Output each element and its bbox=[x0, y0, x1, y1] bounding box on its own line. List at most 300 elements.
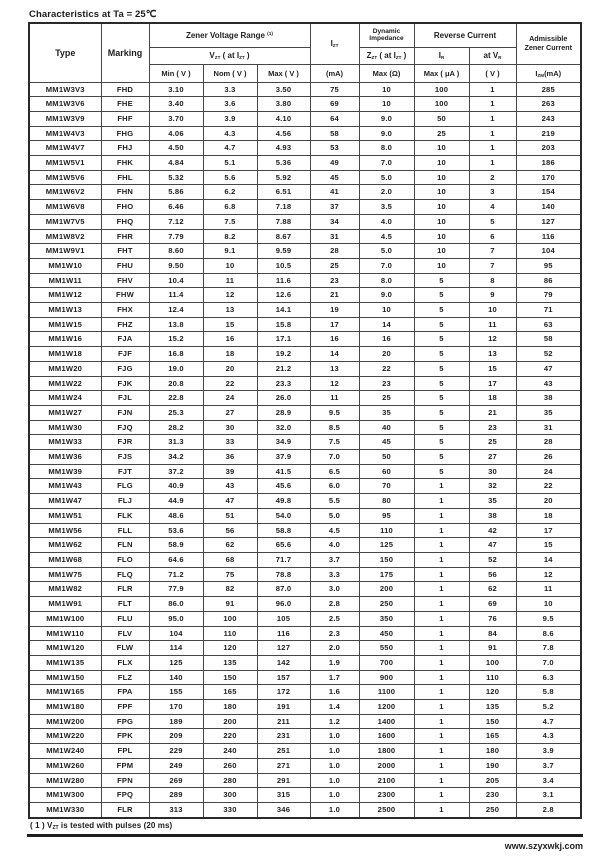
cell-ir-max-ua: 1 bbox=[414, 479, 469, 494]
cell-max-v: 4.93 bbox=[257, 141, 310, 156]
table-row bbox=[29, 523, 581, 538]
cell-type: MM1W260 bbox=[29, 758, 101, 773]
cell-izt-ma: 41 bbox=[310, 185, 359, 200]
cell-marking: FHE bbox=[101, 97, 149, 112]
cell-izm-ma: 4.7 bbox=[516, 714, 581, 729]
cell-ir-max-ua: 1 bbox=[414, 788, 469, 803]
table-row bbox=[29, 494, 581, 509]
zvr-note-superscript: (1) bbox=[267, 31, 274, 37]
cell-izt-ma: 1.0 bbox=[310, 744, 359, 759]
cell-marking: FLR bbox=[101, 582, 149, 597]
table-row bbox=[29, 111, 581, 126]
cell-marking: FPF bbox=[101, 700, 149, 715]
cell-zzt-max-ohm: 1100 bbox=[359, 685, 414, 700]
cell-ir-max-ua: 1 bbox=[414, 567, 469, 582]
vr-symbol: at V bbox=[483, 51, 499, 60]
zvr-label: Zener Voltage Range bbox=[185, 30, 268, 40]
col-header-zzt bbox=[359, 47, 414, 64]
cell-izt-ma: 2.0 bbox=[310, 641, 359, 656]
cell-at-vr-v: 91 bbox=[469, 641, 516, 656]
cell-nom-v: 330 bbox=[203, 802, 257, 817]
cell-ir-max-ua: 5 bbox=[414, 288, 469, 303]
table-row bbox=[29, 802, 581, 817]
cell-at-vr-v: 190 bbox=[469, 758, 516, 773]
cell-zzt-max-ohm: 40 bbox=[359, 420, 414, 435]
cell-marking: FLX bbox=[101, 655, 149, 670]
cell-zzt-max-ohm: 9.0 bbox=[359, 111, 414, 126]
cell-at-vr-v: 250 bbox=[469, 802, 516, 817]
cell-max-v: 157 bbox=[257, 670, 310, 685]
cell-max-v: 37.9 bbox=[257, 450, 310, 465]
cell-min-v: 4.84 bbox=[149, 156, 203, 171]
cell-max-v: 87.0 bbox=[257, 582, 310, 597]
cell-max-v: 5.36 bbox=[257, 156, 310, 171]
cell-marking: FHU bbox=[101, 258, 149, 273]
cell-min-v: 95.0 bbox=[149, 611, 203, 626]
cell-marking: FJL bbox=[101, 391, 149, 406]
cell-nom-v: 51 bbox=[203, 508, 257, 523]
cell-zzt-max-ohm: 1200 bbox=[359, 700, 414, 715]
cell-zzt-max-ohm: 8.0 bbox=[359, 141, 414, 156]
cell-nom-v: 33 bbox=[203, 435, 257, 450]
cell-marking: FLZ bbox=[101, 670, 149, 685]
cell-izm-ma: 63 bbox=[516, 317, 581, 332]
cell-max-v: 5.92 bbox=[257, 170, 310, 185]
cell-min-v: 86.0 bbox=[149, 597, 203, 612]
cell-type: MM1W135 bbox=[29, 655, 101, 670]
cell-zzt-max-ohm: 22 bbox=[359, 361, 414, 376]
cell-max-v: 7.88 bbox=[257, 214, 310, 229]
cell-izm-ma: 3.9 bbox=[516, 744, 581, 759]
cell-nom-v: 8.2 bbox=[203, 229, 257, 244]
cell-marking: FJN bbox=[101, 405, 149, 420]
cell-nom-v: 62 bbox=[203, 538, 257, 553]
cell-ir-max-ua: 1 bbox=[414, 670, 469, 685]
cell-izm-ma: 22 bbox=[516, 479, 581, 494]
cell-type: MM1W36 bbox=[29, 450, 101, 465]
table-row bbox=[29, 597, 581, 612]
cell-max-v: 315 bbox=[257, 788, 310, 803]
cell-type: MM1W30 bbox=[29, 420, 101, 435]
table-row bbox=[29, 361, 581, 376]
cell-izm-ma: 263 bbox=[516, 97, 581, 112]
table-row bbox=[29, 156, 581, 171]
cell-izm-ma: 79 bbox=[516, 288, 581, 303]
cell-marking: FJK bbox=[101, 376, 149, 391]
cell-min-v: 34.2 bbox=[149, 450, 203, 465]
cell-min-v: 3.10 bbox=[149, 82, 203, 97]
cell-max-v: 96.0 bbox=[257, 597, 310, 612]
table-row bbox=[29, 82, 581, 97]
cell-nom-v: 13 bbox=[203, 303, 257, 318]
cell-max-v: 346 bbox=[257, 802, 310, 817]
cell-type: MM1W18 bbox=[29, 347, 101, 362]
cell-izt-ma: 9.5 bbox=[310, 405, 359, 420]
cell-ir-max-ua: 1 bbox=[414, 553, 469, 568]
cell-izt-ma: 31 bbox=[310, 229, 359, 244]
cell-type: MM1W13 bbox=[29, 303, 101, 318]
cell-marking: FHK bbox=[101, 156, 149, 171]
cell-min-v: 28.2 bbox=[149, 420, 203, 435]
cell-zzt-max-ohm: 1800 bbox=[359, 744, 414, 759]
cell-at-vr-v: 5 bbox=[469, 214, 516, 229]
cell-at-vr-v: 32 bbox=[469, 479, 516, 494]
table-row bbox=[29, 303, 581, 318]
col-header-marking: Marking bbox=[101, 23, 149, 82]
cell-zzt-max-ohm: 5.0 bbox=[359, 244, 414, 259]
cell-min-v: 31.3 bbox=[149, 435, 203, 450]
table-row bbox=[29, 508, 581, 523]
cell-izm-ma: 6.3 bbox=[516, 670, 581, 685]
cell-max-v: 78.8 bbox=[257, 567, 310, 582]
cell-at-vr-v: 42 bbox=[469, 523, 516, 538]
cell-nom-v: 100 bbox=[203, 611, 257, 626]
cell-marking: FHQ bbox=[101, 214, 149, 229]
table-row bbox=[29, 626, 581, 641]
cell-min-v: 313 bbox=[149, 802, 203, 817]
cell-zzt-max-ohm: 16 bbox=[359, 332, 414, 347]
cell-izm-ma: 243 bbox=[516, 111, 581, 126]
cell-nom-v: 7.5 bbox=[203, 214, 257, 229]
cell-type: MM1W3V6 bbox=[29, 97, 101, 112]
cell-max-v: 21.2 bbox=[257, 361, 310, 376]
cell-max-v: 172 bbox=[257, 685, 310, 700]
cell-ir-max-ua: 10 bbox=[414, 214, 469, 229]
cell-min-v: 104 bbox=[149, 626, 203, 641]
col-header-ir bbox=[414, 47, 469, 64]
cell-ir-max-ua: 100 bbox=[414, 97, 469, 112]
cell-max-v: 142 bbox=[257, 655, 310, 670]
cell-type: MM1W47 bbox=[29, 494, 101, 509]
cell-at-vr-v: 8 bbox=[469, 273, 516, 288]
cell-min-v: 11.4 bbox=[149, 288, 203, 303]
cell-ir-max-ua: 10 bbox=[414, 244, 469, 259]
cell-izm-ma: 5.8 bbox=[516, 685, 581, 700]
cell-max-v: 58.8 bbox=[257, 523, 310, 538]
col-header-zener-voltage-range bbox=[149, 23, 310, 47]
cell-izm-ma: 26 bbox=[516, 450, 581, 465]
cell-izt-ma: 1.0 bbox=[310, 802, 359, 817]
cell-at-vr-v: 30 bbox=[469, 464, 516, 479]
cell-nom-v: 6.8 bbox=[203, 200, 257, 215]
cell-nom-v: 10 bbox=[203, 258, 257, 273]
cell-type: MM1W15 bbox=[29, 317, 101, 332]
cell-at-vr-v: 1 bbox=[469, 126, 516, 141]
table-row bbox=[29, 317, 581, 332]
cell-min-v: 25.3 bbox=[149, 405, 203, 420]
cell-izm-ma: 43 bbox=[516, 376, 581, 391]
table-row bbox=[29, 347, 581, 362]
cell-nom-v: 3.6 bbox=[203, 97, 257, 112]
table-row bbox=[29, 435, 581, 450]
cell-zzt-max-ohm: 20 bbox=[359, 347, 414, 362]
footnote-post: is tested with pulses (20 ms) bbox=[58, 821, 173, 830]
cell-nom-v: 135 bbox=[203, 655, 257, 670]
cell-nom-v: 3.9 bbox=[203, 111, 257, 126]
cell-marking: FHG bbox=[101, 126, 149, 141]
cell-at-vr-v: 7 bbox=[469, 258, 516, 273]
cell-marking: FHL bbox=[101, 170, 149, 185]
cell-izm-ma: 186 bbox=[516, 156, 581, 171]
cell-izm-ma: 170 bbox=[516, 170, 581, 185]
footnote bbox=[30, 821, 172, 831]
table-header bbox=[29, 23, 581, 82]
cell-ir-max-ua: 1 bbox=[414, 523, 469, 538]
cell-at-vr-v: 180 bbox=[469, 744, 516, 759]
cell-min-v: 10.4 bbox=[149, 273, 203, 288]
cell-ir-max-ua: 1 bbox=[414, 758, 469, 773]
cell-at-vr-v: 9 bbox=[469, 288, 516, 303]
cell-at-vr-v: 6 bbox=[469, 229, 516, 244]
cell-type: MM1W3V9 bbox=[29, 111, 101, 126]
cell-nom-v: 220 bbox=[203, 729, 257, 744]
cell-max-v: 14.1 bbox=[257, 303, 310, 318]
cell-izm-ma: 203 bbox=[516, 141, 581, 156]
cell-max-v: 65.6 bbox=[257, 538, 310, 553]
cell-zzt-max-ohm: 80 bbox=[359, 494, 414, 509]
table-row bbox=[29, 97, 581, 112]
website-link[interactable]: www.szyxwkj.com bbox=[504, 841, 583, 851]
cell-izm-ma: 71 bbox=[516, 303, 581, 318]
cell-min-v: 114 bbox=[149, 641, 203, 656]
table-row bbox=[29, 376, 581, 391]
cell-izt-ma: 12 bbox=[310, 376, 359, 391]
cell-max-v: 116 bbox=[257, 626, 310, 641]
cell-izt-ma: 2.8 bbox=[310, 597, 359, 612]
cell-min-v: 249 bbox=[149, 758, 203, 773]
cell-min-v: 9.50 bbox=[149, 258, 203, 273]
cell-izt-ma: 3.0 bbox=[310, 582, 359, 597]
cell-at-vr-v: 12 bbox=[469, 332, 516, 347]
zzt-subscript-1: ZT bbox=[371, 55, 378, 60]
cell-izt-ma: 1.0 bbox=[310, 758, 359, 773]
cell-zzt-max-ohm: 550 bbox=[359, 641, 414, 656]
cell-zzt-max-ohm: 350 bbox=[359, 611, 414, 626]
cell-nom-v: 150 bbox=[203, 670, 257, 685]
cell-type: MM1W120 bbox=[29, 641, 101, 656]
cell-zzt-max-ohm: 200 bbox=[359, 582, 414, 597]
cell-at-vr-v: 165 bbox=[469, 729, 516, 744]
cell-izm-ma: 140 bbox=[516, 200, 581, 215]
cell-izt-ma: 8.5 bbox=[310, 420, 359, 435]
cell-max-v: 191 bbox=[257, 700, 310, 715]
cell-nom-v: 16 bbox=[203, 332, 257, 347]
cell-izt-ma: 11 bbox=[310, 391, 359, 406]
cell-at-vr-v: 2 bbox=[469, 170, 516, 185]
cell-ir-max-ua: 5 bbox=[414, 464, 469, 479]
footnote-subscript: ZT bbox=[52, 825, 59, 831]
cell-marking: FJF bbox=[101, 347, 149, 362]
cell-marking: FPL bbox=[101, 744, 149, 759]
cell-izt-ma: 1.2 bbox=[310, 714, 359, 729]
cell-at-vr-v: 4 bbox=[469, 200, 516, 215]
cell-nom-v: 82 bbox=[203, 582, 257, 597]
cell-ir-max-ua: 1 bbox=[414, 538, 469, 553]
cell-marking: FLT bbox=[101, 597, 149, 612]
vzt-close: ) bbox=[244, 51, 250, 60]
cell-at-vr-v: 120 bbox=[469, 685, 516, 700]
cell-marking: FHV bbox=[101, 273, 149, 288]
cell-marking: FPM bbox=[101, 758, 149, 773]
table-row bbox=[29, 170, 581, 185]
cell-nom-v: 280 bbox=[203, 773, 257, 788]
cell-izm-ma: 4.3 bbox=[516, 729, 581, 744]
cell-izm-ma: 9.5 bbox=[516, 611, 581, 626]
cell-marking: FLL bbox=[101, 523, 149, 538]
cell-at-vr-v: 38 bbox=[469, 508, 516, 523]
zzt-close: ) bbox=[401, 51, 407, 60]
cell-zzt-max-ohm: 10 bbox=[359, 303, 414, 318]
cell-ir-max-ua: 100 bbox=[414, 82, 469, 97]
cell-izt-ma: 7.0 bbox=[310, 450, 359, 465]
cell-ir-max-ua: 5 bbox=[414, 435, 469, 450]
col-header-admissible-zener-current bbox=[516, 23, 581, 64]
cell-nom-v: 36 bbox=[203, 450, 257, 465]
cell-type: MM1W91 bbox=[29, 597, 101, 612]
cell-nom-v: 110 bbox=[203, 626, 257, 641]
cell-nom-v: 240 bbox=[203, 744, 257, 759]
cell-izt-ma: 25 bbox=[310, 258, 359, 273]
table-row bbox=[29, 214, 581, 229]
table-row bbox=[29, 744, 581, 759]
cell-max-v: 4.10 bbox=[257, 111, 310, 126]
cell-min-v: 12.4 bbox=[149, 303, 203, 318]
cell-nom-v: 22 bbox=[203, 376, 257, 391]
dynamic-impedance-line2: Impedance bbox=[369, 35, 404, 43]
cell-max-v: 11.6 bbox=[257, 273, 310, 288]
col-header-zzt-unit: Max (Ω) bbox=[359, 64, 414, 82]
cell-zzt-max-ohm: 4.5 bbox=[359, 229, 414, 244]
cell-type: MM1W62 bbox=[29, 538, 101, 553]
cell-type: MM1W300 bbox=[29, 788, 101, 803]
vr-subscript: R bbox=[498, 55, 502, 60]
cell-ir-max-ua: 10 bbox=[414, 141, 469, 156]
table-row bbox=[29, 464, 581, 479]
cell-type: MM1W100 bbox=[29, 611, 101, 626]
cell-ir-max-ua: 50 bbox=[414, 111, 469, 126]
cell-at-vr-v: 21 bbox=[469, 405, 516, 420]
cell-type: MM1W200 bbox=[29, 714, 101, 729]
table-row bbox=[29, 479, 581, 494]
cell-min-v: 140 bbox=[149, 670, 203, 685]
cell-marking: FLG bbox=[101, 479, 149, 494]
cell-min-v: 5.32 bbox=[149, 170, 203, 185]
cell-at-vr-v: 7 bbox=[469, 244, 516, 259]
cell-marking: FJG bbox=[101, 361, 149, 376]
cell-izt-ma: 64 bbox=[310, 111, 359, 126]
table-row bbox=[29, 685, 581, 700]
cell-marking: FPA bbox=[101, 685, 149, 700]
cell-at-vr-v: 100 bbox=[469, 655, 516, 670]
cell-type: MM1W16 bbox=[29, 332, 101, 347]
cell-zzt-max-ohm: 150 bbox=[359, 553, 414, 568]
cell-max-v: 26.0 bbox=[257, 391, 310, 406]
cell-min-v: 189 bbox=[149, 714, 203, 729]
divider-line bbox=[27, 834, 583, 837]
cell-marking: FPK bbox=[101, 729, 149, 744]
table-row bbox=[29, 670, 581, 685]
cell-zzt-max-ohm: 9.0 bbox=[359, 126, 414, 141]
cell-ir-max-ua: 1 bbox=[414, 655, 469, 670]
cell-type: MM1W82 bbox=[29, 582, 101, 597]
cell-type: MM1W4V3 bbox=[29, 126, 101, 141]
cell-marking: FLU bbox=[101, 611, 149, 626]
table-row bbox=[29, 200, 581, 215]
cell-at-vr-v: 62 bbox=[469, 582, 516, 597]
cell-izt-ma: 69 bbox=[310, 97, 359, 112]
cell-max-v: 4.56 bbox=[257, 126, 310, 141]
cell-ir-max-ua: 1 bbox=[414, 685, 469, 700]
cell-min-v: 3.70 bbox=[149, 111, 203, 126]
admissible-line2: Zener Current bbox=[524, 42, 573, 52]
cell-marking: FJS bbox=[101, 450, 149, 465]
cell-nom-v: 91 bbox=[203, 597, 257, 612]
cell-ir-max-ua: 10 bbox=[414, 229, 469, 244]
cell-izt-ma: 13 bbox=[310, 361, 359, 376]
cell-min-v: 4.50 bbox=[149, 141, 203, 156]
table-row bbox=[29, 553, 581, 568]
cell-zzt-max-ohm: 10 bbox=[359, 82, 414, 97]
cell-izm-ma: 8.6 bbox=[516, 626, 581, 641]
cell-izt-ma: 1.4 bbox=[310, 700, 359, 715]
cell-nom-v: 39 bbox=[203, 464, 257, 479]
cell-zzt-max-ohm: 8.0 bbox=[359, 273, 414, 288]
cell-at-vr-v: 25 bbox=[469, 435, 516, 450]
cell-type: MM1W10 bbox=[29, 258, 101, 273]
table-row bbox=[29, 655, 581, 670]
cell-marking: FHD bbox=[101, 82, 149, 97]
cell-zzt-max-ohm: 2000 bbox=[359, 758, 414, 773]
cell-type: MM1W280 bbox=[29, 773, 101, 788]
cell-type: MM1W68 bbox=[29, 553, 101, 568]
col-header-min-v: Min ( V ) bbox=[149, 64, 203, 82]
cell-marking: FLN bbox=[101, 538, 149, 553]
cell-min-v: 53.6 bbox=[149, 523, 203, 538]
cell-type: MM1W8V2 bbox=[29, 229, 101, 244]
cell-izm-ma: 127 bbox=[516, 214, 581, 229]
col-header-vzt bbox=[149, 47, 310, 64]
table-row bbox=[29, 611, 581, 626]
cell-izm-ma: 18 bbox=[516, 508, 581, 523]
cell-zzt-max-ohm: 110 bbox=[359, 523, 414, 538]
izm-unit-text: (mA) bbox=[544, 68, 562, 78]
cell-min-v: 40.9 bbox=[149, 479, 203, 494]
table-row bbox=[29, 185, 581, 200]
cell-min-v: 8.60 bbox=[149, 244, 203, 259]
cell-zzt-max-ohm: 60 bbox=[359, 464, 414, 479]
cell-min-v: 16.8 bbox=[149, 347, 203, 362]
cell-izm-ma: 219 bbox=[516, 126, 581, 141]
cell-at-vr-v: 1 bbox=[469, 141, 516, 156]
cell-max-v: 7.18 bbox=[257, 200, 310, 215]
cell-type: MM1W7V5 bbox=[29, 214, 101, 229]
cell-max-v: 34.9 bbox=[257, 435, 310, 450]
cell-min-v: 19.0 bbox=[149, 361, 203, 376]
cell-ir-max-ua: 1 bbox=[414, 700, 469, 715]
vzt-mid: ( at I bbox=[220, 51, 240, 60]
col-header-izm-unit bbox=[516, 64, 581, 82]
cell-nom-v: 56 bbox=[203, 523, 257, 538]
cell-nom-v: 18 bbox=[203, 347, 257, 362]
cell-zzt-max-ohm: 4.0 bbox=[359, 214, 414, 229]
cell-at-vr-v: 35 bbox=[469, 494, 516, 509]
cell-izt-ma: 4.5 bbox=[310, 523, 359, 538]
cell-min-v: 209 bbox=[149, 729, 203, 744]
cell-ir-max-ua: 1 bbox=[414, 508, 469, 523]
cell-type: MM1W330 bbox=[29, 802, 101, 817]
cell-zzt-max-ohm: 9.0 bbox=[359, 288, 414, 303]
cell-min-v: 269 bbox=[149, 773, 203, 788]
